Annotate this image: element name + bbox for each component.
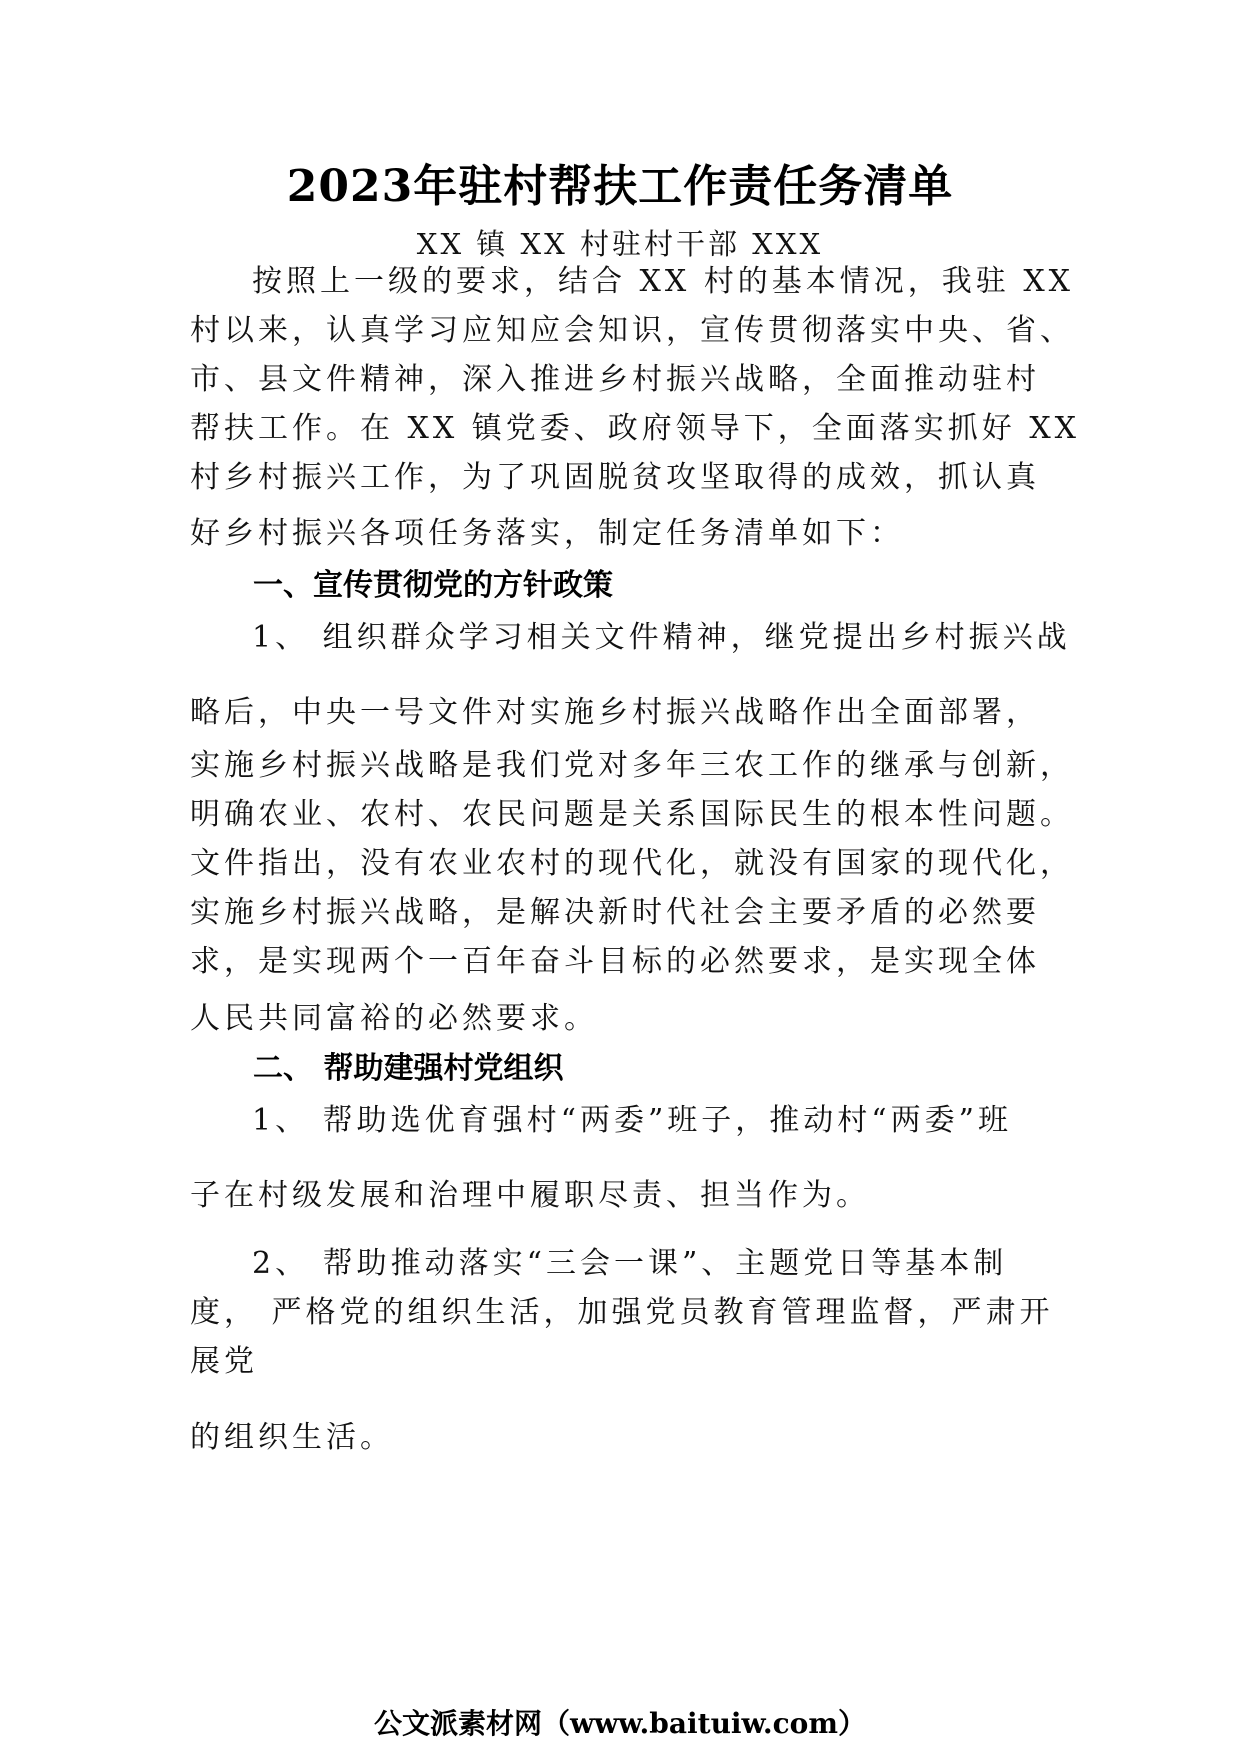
paragraph-line: 实施乡村振兴战略，是解决新时代社会主要矛盾的必然要	[190, 895, 1040, 930]
document-subtitle: XX 镇 XX 村驻村干部 XXX	[416, 227, 824, 261]
paragraph-line: 村乡村振兴工作，为了巩固脱贫攻坚取得的成效，抓认真	[190, 460, 1040, 495]
paragraph-line: 市、县文件精神，深入推进乡村振兴战略，全面推动驻村	[190, 362, 1040, 397]
section-heading: 二、 帮助建强村党组织	[253, 1051, 564, 1086]
paragraph-line: 人民共同富裕的必然要求。	[190, 1001, 598, 1036]
paragraph-line: 帮扶工作。在 XX 镇党委、政府领导下，全面落实抓好 XX	[190, 411, 1081, 446]
paragraph-line: 明确农业、农村、农民问题是关系国际民生的根本性问题。	[190, 797, 1074, 832]
paragraph-line: 的组织生活。	[190, 1420, 394, 1455]
paragraph-line: 好乡村振兴各项任务落实，制定任务清单如下：	[190, 516, 904, 551]
section-heading: 一、宣传贯彻党的方针政策	[253, 568, 613, 603]
paragraph-line: 村以来，认真学习应知应会知识，宣传贯彻落实中央、省、	[190, 313, 1074, 348]
paragraph-line: 求，是实现两个一百年奋斗目标的必然要求，是实现全体	[190, 944, 1040, 979]
paragraph-line: 展党	[190, 1344, 258, 1379]
paragraph-line: 略后，中央一号文件对实施乡村振兴战略作出全面部署，	[190, 695, 1040, 730]
footer-source: 公文派素材网（www.baituiw.com）	[374, 1707, 866, 1740]
paragraph-line: 文件指出，没有农业农村的现代化，就没有国家的现代化，	[190, 846, 1074, 881]
paragraph-line: 实施乡村振兴战略是我们党对多年三农工作的继承与创新，	[190, 748, 1074, 783]
paragraph-line: 1、 帮助选优育强村“两委”班子，推动村“两委”班	[252, 1103, 1012, 1138]
paragraph-line: 2、 帮助推动落实“三会一课”、主题党日等基本制	[252, 1246, 1008, 1281]
paragraph-line: 按照上一级的要求，结合 XX 村的基本情况，我驻 XX	[252, 264, 1075, 299]
paragraph-line: 度， 严格党的组织生活，加强党员教育管理监督，严肃开	[190, 1295, 1054, 1330]
paragraph-line: 1、 组织群众学习相关文件精神，继党提出乡村振兴战	[252, 620, 1071, 655]
document-title: 2023年驻村帮扶工作责任务清单	[286, 161, 954, 212]
paragraph-line: 子在村级发展和治理中履职尽责、担当作为。	[190, 1178, 870, 1213]
